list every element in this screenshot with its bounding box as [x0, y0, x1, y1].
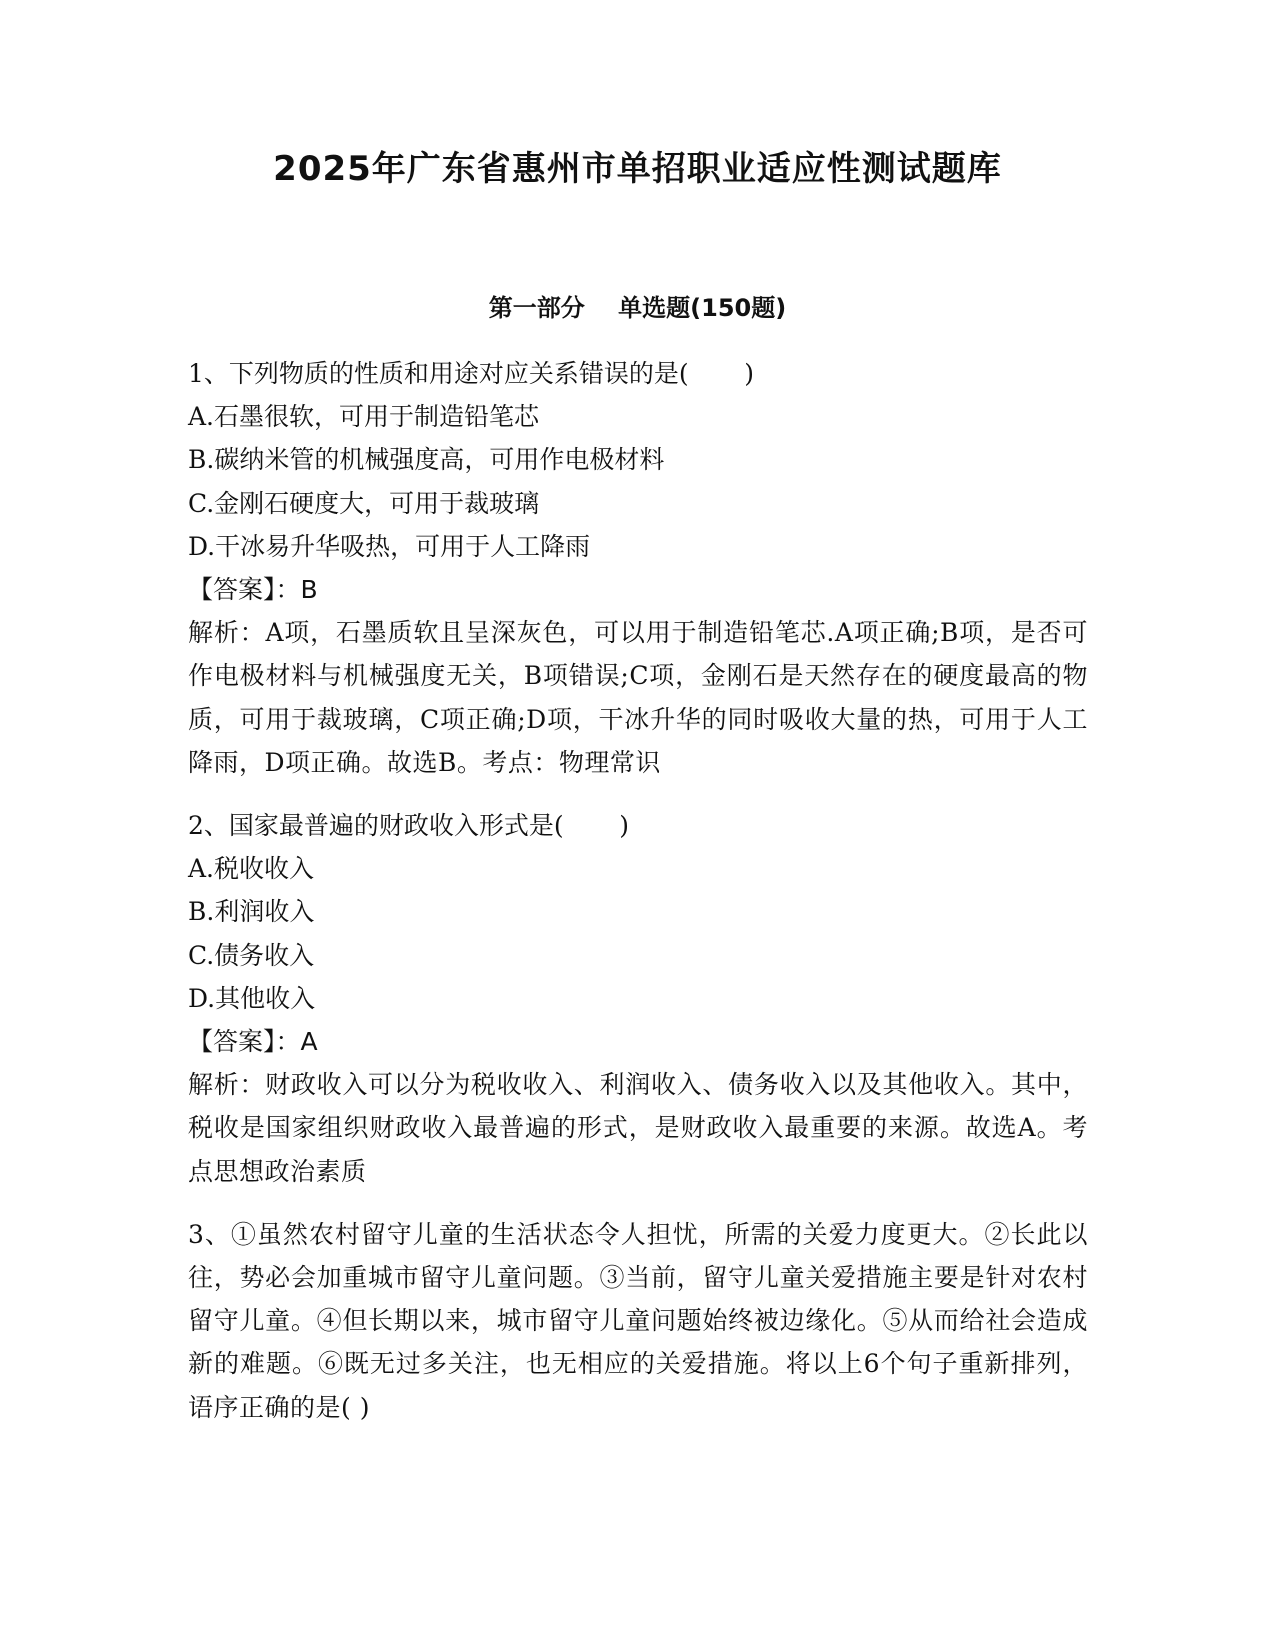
option-a: A.税收收入 [188, 854, 315, 884]
question-2 [188, 804, 1088, 1193]
option-a: A.石墨很软，可用于制造铅笔芯 [188, 402, 540, 432]
option-b: B.碳纳米管的机械强度高，可用作电极材料 [188, 445, 665, 475]
option-d: D.干冰易升华吸热，可用于人工降雨 [188, 531, 591, 561]
question-stem: 2、国家最普遍的财政收入形式是( ) [188, 811, 630, 841]
option-c: C.债务收入 [188, 940, 315, 970]
question-1 [188, 352, 1088, 784]
document-title: 2025年广东省惠州市单招职业适应性测试题库 [273, 149, 1002, 189]
question-stem: 3、①虽然农村留守儿童的生活状态令人担忧，所需的关爱力度更大。②长此以往，势必会加重城市留守儿童问题。③当前，留守儿童关爱措施主要是针对农村留守儿童。④但长期以来，城市留守儿童问题始终被边缘化。⑤从而给社会造成新的难题。⑥既无过多关注，也无相应的关爱措施。将以上6个句子重新排列，语序正确的是( ) [188, 1219, 1088, 1422]
option-b: B.利润收入 [188, 897, 315, 927]
answer: 【答案】：A [188, 1027, 318, 1057]
question-list [188, 352, 1088, 1429]
analysis: 解析：A项，石墨质软且呈深灰色，可以用于制造铅笔芯.A项正确;B项，是否可作电极材料与机械强度无关，B项错误;C项，金刚石是天然存在的硬度最高的物质，可用于裁玻璃，C项正确;D项，干冰升华的同时吸收大量的热，可用于人工降雨，D项正确。故选B。考点：物理常识 [188, 618, 1088, 777]
option-d: D.其他收入 [188, 983, 316, 1013]
question-3 [188, 1213, 1088, 1429]
section-title: 第一部分 单选题(150题) [488, 294, 787, 322]
option-c: C.金刚石硬度大，可用于裁玻璃 [188, 488, 540, 518]
analysis: 解析：财政收入可以分为税收收入、利润收入、债务收入以及其他收入。其中，税收是国家组织财政收入最普遍的形式，是财政收入最重要的来源。故选A。考点思想政治素质 [188, 1070, 1088, 1186]
answer: 【答案】：B [188, 575, 318, 605]
question-stem: 1、下列物质的性质和用途对应关系错误的是( ) [188, 359, 755, 388]
